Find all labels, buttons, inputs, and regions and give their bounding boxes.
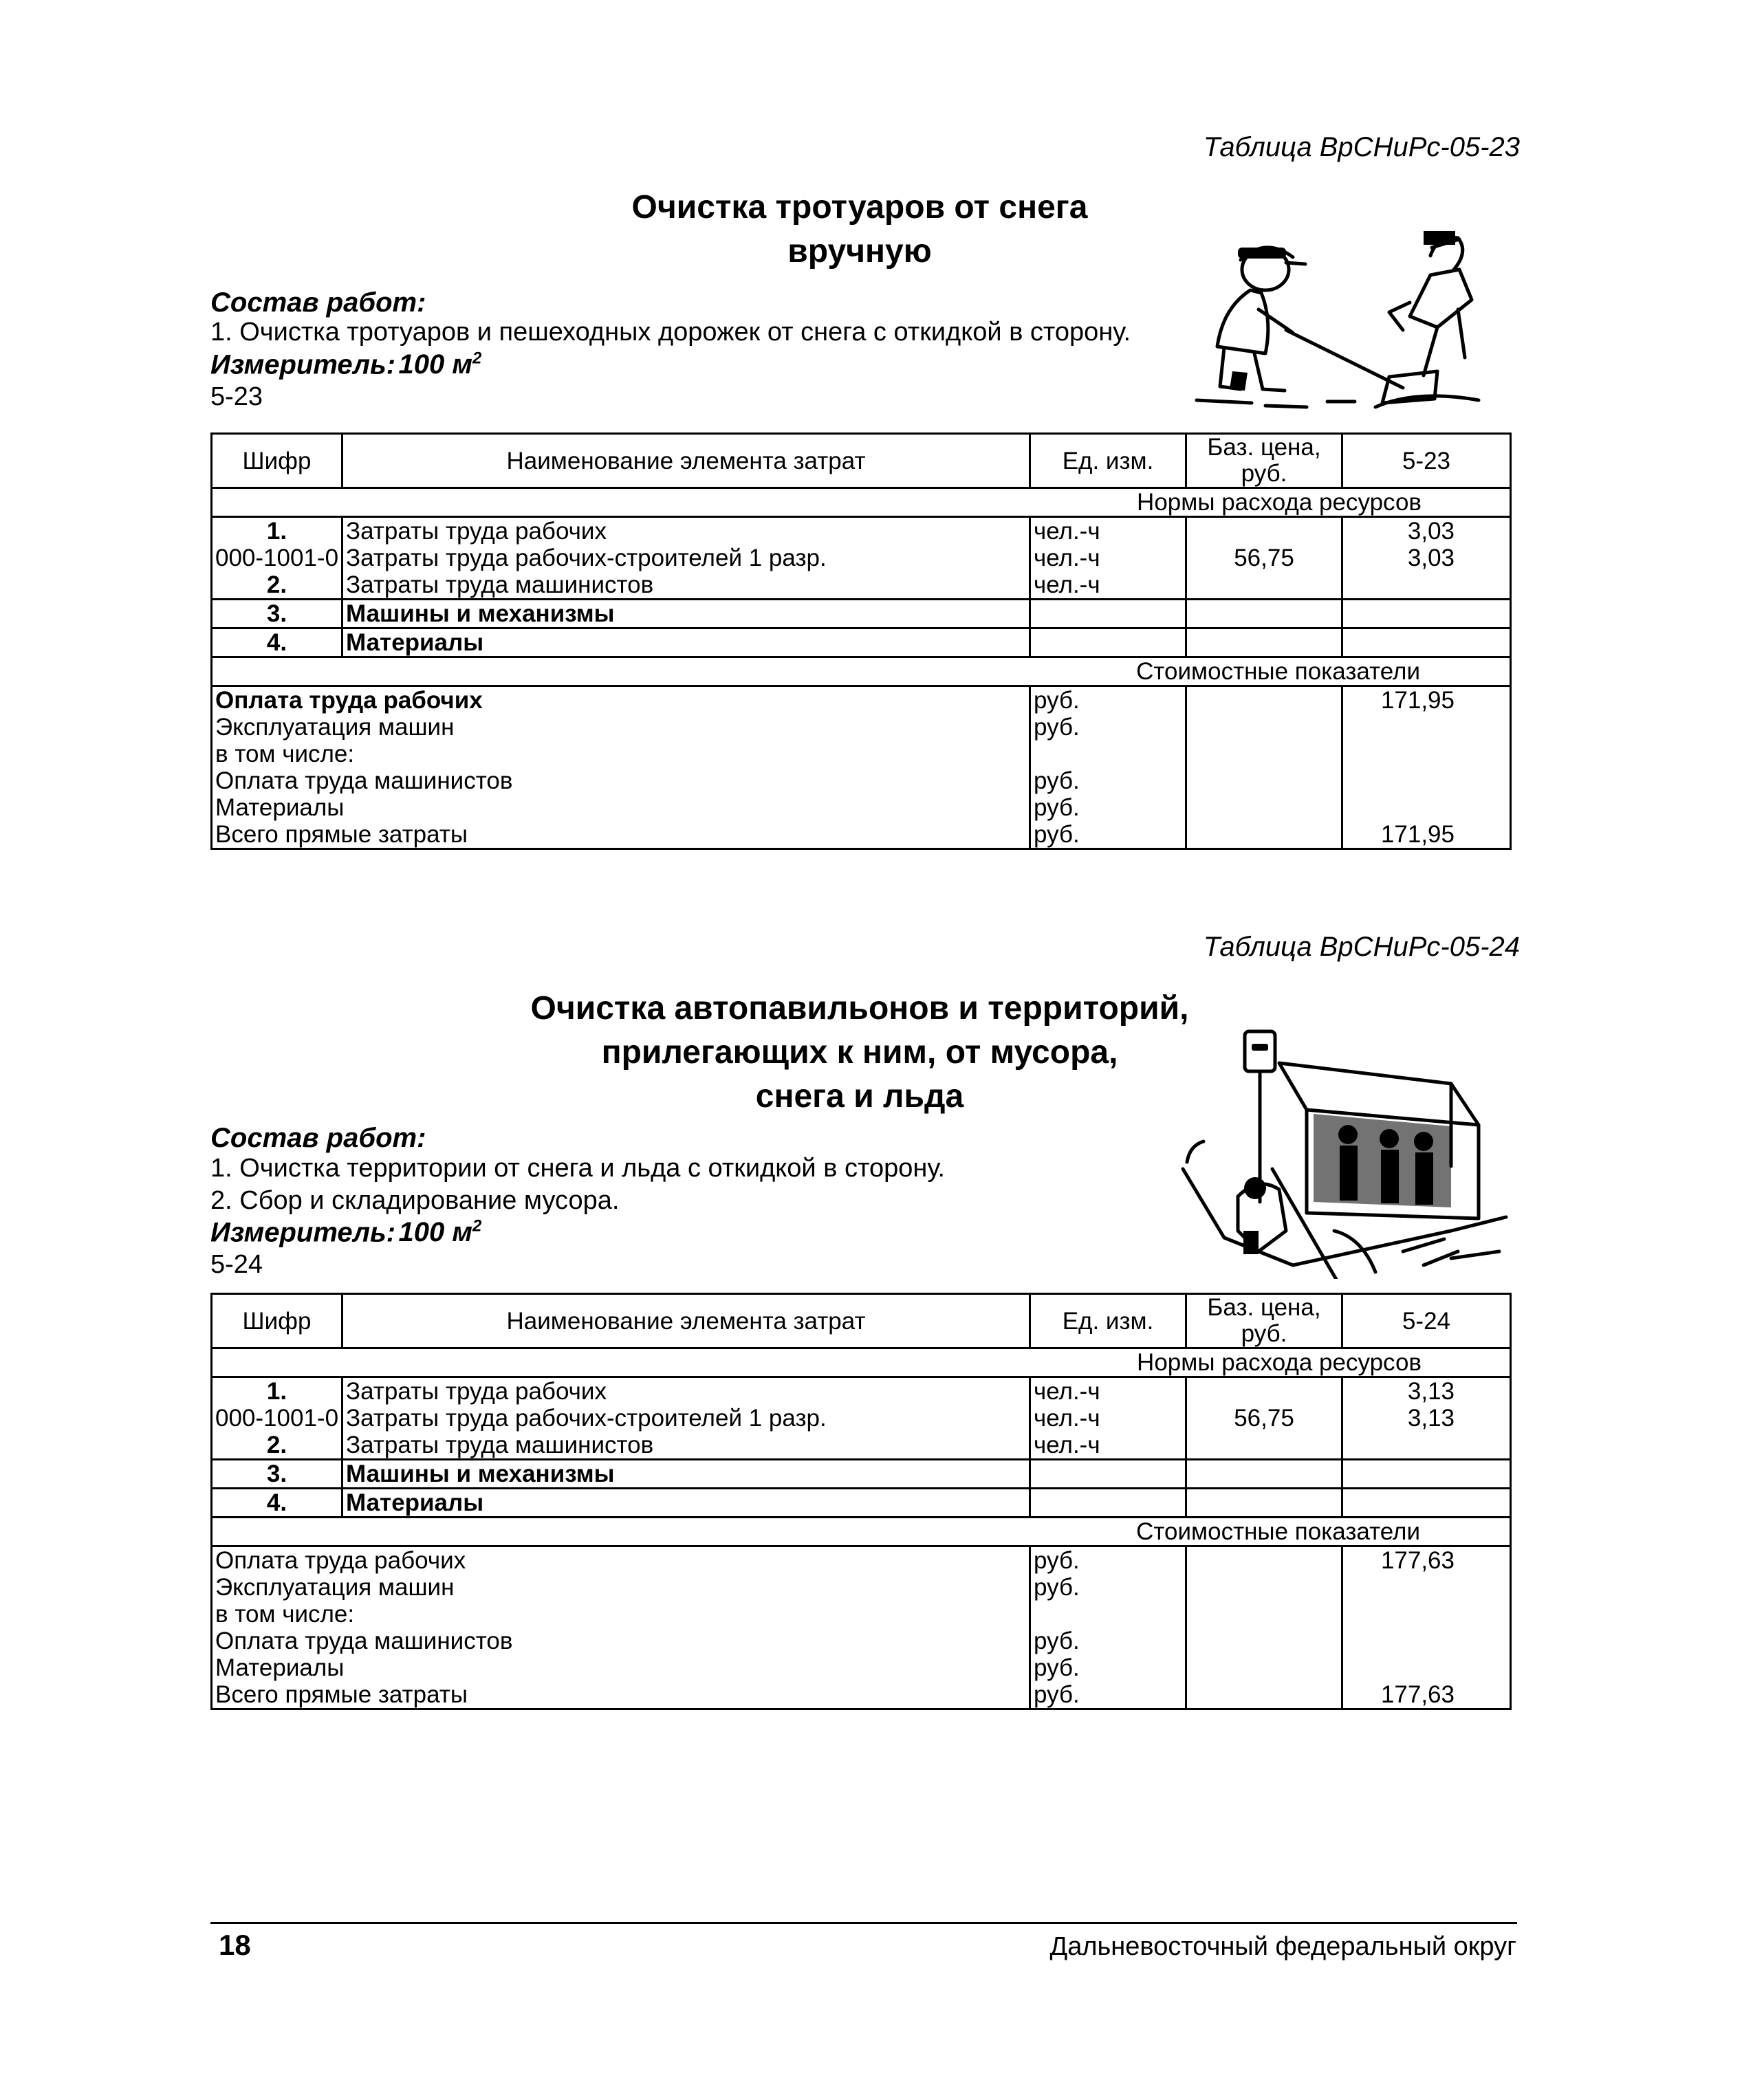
header-name: Наименование элемента затрат: [342, 1294, 1030, 1348]
measure-value: 100 $м^2$: [398, 349, 482, 380]
row-unit: чел.-ч: [1030, 1432, 1186, 1460]
table-row: [212, 517, 1511, 545]
table-row: [212, 1432, 1511, 1460]
table-caption: Таблица ВрСНиРс-05-24: [1203, 932, 1520, 962]
cost-unit: [1030, 1601, 1186, 1628]
cost-value: [1342, 794, 1511, 821]
row-code: 2.: [212, 571, 342, 600]
work-item: 1. Очистка тротуаров и пешеходных дорожек от снега с откидкой в сторону.: [210, 318, 1131, 347]
section-row: [212, 1348, 1511, 1377]
cost-name: Всего прямые затраты: [212, 1681, 1030, 1709]
header-code: Шифр: [212, 1294, 342, 1348]
row-name: Затраты труда машинистов: [342, 571, 1030, 600]
row-value: [1342, 600, 1511, 628]
row-price: [1186, 1489, 1342, 1518]
header-price: Баз. цена, руб.: [1186, 1294, 1342, 1348]
cost-row: [212, 1628, 1511, 1654]
norms-label: Нормы расхода ресурсов: [212, 1348, 1511, 1377]
cost-price: [1186, 1654, 1342, 1681]
cost-row: [212, 1654, 1511, 1681]
header-name: Наименование элемента затрат: [342, 434, 1030, 488]
section-title: [481, 987, 1238, 1119]
cost-unit: руб.: [1030, 767, 1186, 794]
norms-label: Нормы расхода ресурсов: [212, 488, 1511, 517]
cost-name: Материалы: [212, 1654, 1030, 1681]
table-row: [212, 1460, 1511, 1489]
cost-name: Всего прямые затраты: [212, 821, 1030, 849]
row-code: 3.: [212, 1460, 342, 1489]
cost-row: [212, 1681, 1511, 1709]
row-unit: чел.-ч: [1030, 1377, 1186, 1405]
row-code: 3.: [212, 600, 342, 628]
row-name: Машины и механизмы: [342, 600, 1030, 628]
row-unit: чел.-ч: [1030, 517, 1186, 545]
cost-value: [1342, 1601, 1511, 1628]
row-code: 1.: [212, 1377, 342, 1405]
row-value: [1342, 571, 1511, 600]
cost-row: [212, 767, 1511, 794]
cost-unit: руб.: [1030, 794, 1186, 821]
header-value: 5-24: [1342, 1294, 1511, 1348]
cost-unit: руб.: [1030, 821, 1186, 849]
row-value: [1342, 628, 1511, 657]
work-label: Состав работ:: [210, 287, 426, 318]
section-row: [212, 1518, 1511, 1546]
row-name: Машины и механизмы: [342, 1460, 1030, 1489]
table-header: [212, 1294, 1511, 1348]
cost-price: [1186, 1628, 1342, 1654]
work-label: Состав работ:: [210, 1123, 426, 1153]
cost-unit: руб.: [1030, 1654, 1186, 1681]
row-price: [1186, 1377, 1342, 1405]
table-header: [212, 434, 1511, 488]
cost-value: [1342, 1628, 1511, 1654]
section-row: [212, 657, 1511, 686]
cost-name: Эксплуатация машин: [212, 714, 1030, 741]
row-value: 3,03: [1342, 517, 1511, 545]
table-row: [212, 628, 1511, 657]
bus-shelter-illustration: [1176, 1025, 1513, 1279]
table-row: [212, 545, 1511, 571]
cost-name: Оплата труда рабочих: [212, 1546, 1030, 1575]
row-unit: [1030, 600, 1186, 628]
cost-value: [1342, 741, 1511, 767]
row-value: 3,03: [1342, 545, 1511, 571]
header-unit: Ед. изм.: [1030, 434, 1186, 488]
measure-line: [210, 1217, 481, 1248]
header-code: Шифр: [212, 434, 342, 488]
cost-label: Стоимостные показатели: [212, 1518, 1511, 1546]
row-code: 1.: [212, 517, 342, 545]
row-unit: [1030, 1489, 1186, 1518]
cost-row: [212, 821, 1511, 849]
cost-price: [1186, 686, 1342, 714]
cost-unit: руб.: [1030, 1546, 1186, 1575]
cost-unit: руб.: [1030, 686, 1186, 714]
row-code: 4.: [212, 628, 342, 657]
cost-unit: [1030, 741, 1186, 767]
cost-value: 177,63: [1342, 1681, 1511, 1709]
cost-price: [1186, 1681, 1342, 1709]
table-caption: Таблица ВрСНиРс-05-23: [1203, 132, 1520, 162]
cost-row: [212, 741, 1511, 767]
cost-name: в том числе:: [212, 741, 1030, 767]
cost-row: [212, 686, 1511, 714]
cost-unit: руб.: [1030, 714, 1186, 741]
cost-value: [1342, 767, 1511, 794]
cost-value: [1342, 1574, 1511, 1601]
row-name: Затраты труда рабочих: [342, 1377, 1030, 1405]
table-row: [212, 1405, 1511, 1432]
header-unit: Ед. изм.: [1030, 1294, 1186, 1348]
row-price: [1186, 517, 1342, 545]
work-item: 2. Сбор и складирование мусора.: [210, 1186, 620, 1215]
cost-row: [212, 1546, 1511, 1575]
cost-value: 171,95: [1342, 821, 1511, 849]
cost-row: [212, 1574, 1511, 1601]
norm-table: [210, 433, 1512, 850]
row-name: Затраты труда рабочих: [342, 517, 1030, 545]
title-line: прилегающих к ним, от мусора,: [601, 1034, 1118, 1071]
row-unit: чел.-ч: [1030, 1405, 1186, 1432]
cost-unit: руб.: [1030, 1628, 1186, 1654]
row-price: [1186, 571, 1342, 600]
snow-shovel-illustration: [1183, 227, 1485, 413]
footer-rule: [210, 1922, 1517, 1924]
cost-price: [1186, 821, 1342, 849]
page-number: 18: [219, 1929, 251, 1961]
row-unit: чел.-ч: [1030, 545, 1186, 571]
work-item: 1. Очистка территории от снега и льда с откидкой в сторону.: [210, 1154, 946, 1183]
measure-label: Измеритель:: [210, 1217, 396, 1248]
cost-name: Эксплуатация машин: [212, 1574, 1030, 1601]
cost-name: в том числе:: [212, 1601, 1030, 1628]
row-unit: чел.-ч: [1030, 571, 1186, 600]
row-value: 3,13: [1342, 1377, 1511, 1405]
cost-label: Стоимостные показатели: [212, 657, 1511, 686]
table-row: [212, 600, 1511, 628]
row-price: [1186, 1432, 1342, 1460]
header-value: 5-23: [1342, 434, 1511, 488]
row-value: 3,13: [1342, 1405, 1511, 1432]
row-name: Затраты труда рабочих-строителей 1 разр.: [342, 545, 1030, 571]
title-line: снега и льда: [755, 1078, 964, 1115]
section-row: [212, 488, 1511, 517]
title-line: вручную: [787, 233, 932, 270]
cost-name: Материалы: [212, 794, 1030, 821]
footer-region: Дальневосточный федеральный округ: [1049, 1932, 1516, 1961]
cost-row: [212, 794, 1511, 821]
cost-unit: руб.: [1030, 1681, 1186, 1709]
row-name: Материалы: [342, 1489, 1030, 1518]
row-name: Затраты труда машинистов: [342, 1432, 1030, 1460]
row-unit: [1030, 628, 1186, 657]
cost-price: [1186, 767, 1342, 794]
cost-unit: руб.: [1030, 1574, 1186, 1601]
row-name: Материалы: [342, 628, 1030, 657]
cost-price: [1186, 741, 1342, 767]
row-price: [1186, 628, 1342, 657]
cost-name: Оплата труда машинистов: [212, 1628, 1030, 1654]
cost-value: [1342, 714, 1511, 741]
cost-price: [1186, 1574, 1342, 1601]
header-price: Баз. цена, руб.: [1186, 434, 1342, 488]
measure-value: 100 $м^2$: [398, 1217, 482, 1248]
cost-value: [1342, 1654, 1511, 1681]
cost-value: 171,95: [1342, 686, 1511, 714]
table-row: [212, 1377, 1511, 1405]
row-price: [1186, 600, 1342, 628]
row-value: [1342, 1489, 1511, 1518]
row-code: 000-1001-0: [212, 1405, 342, 1432]
title-line: Очистка автопавильонов и территорий,: [530, 990, 1189, 1027]
cost-price: [1186, 794, 1342, 821]
norm-code: 5-23: [210, 382, 263, 411]
norm-code: 5-24: [210, 1250, 263, 1279]
section-title: [605, 186, 1114, 274]
cost-row: [212, 1601, 1511, 1628]
row-price: 56,75: [1186, 545, 1342, 571]
cost-row: [212, 714, 1511, 741]
row-price: 56,75: [1186, 1405, 1342, 1432]
cost-name: Оплата труда рабочих: [212, 686, 1030, 714]
table-row: [212, 571, 1511, 600]
table-row: [212, 1489, 1511, 1518]
title-line: Очистка тротуаров от снега: [631, 189, 1088, 226]
row-code: 000-1001-0: [212, 545, 342, 571]
row-unit: [1030, 1460, 1186, 1489]
row-value: [1342, 1460, 1511, 1489]
row-code: 2.: [212, 1432, 342, 1460]
row-name: Затраты труда рабочих-строителей 1 разр.: [342, 1405, 1030, 1432]
norm-table: [210, 1293, 1512, 1710]
cost-name: Оплата труда машинистов: [212, 767, 1030, 794]
row-code: 4.: [212, 1489, 342, 1518]
cost-value: 177,63: [1342, 1546, 1511, 1575]
row-value: [1342, 1432, 1511, 1460]
cost-price: [1186, 1601, 1342, 1628]
measure-label: Измеритель:: [210, 349, 396, 380]
measure-line: [210, 349, 481, 380]
row-price: [1186, 1460, 1342, 1489]
cost-price: [1186, 1546, 1342, 1575]
cost-price: [1186, 714, 1342, 741]
